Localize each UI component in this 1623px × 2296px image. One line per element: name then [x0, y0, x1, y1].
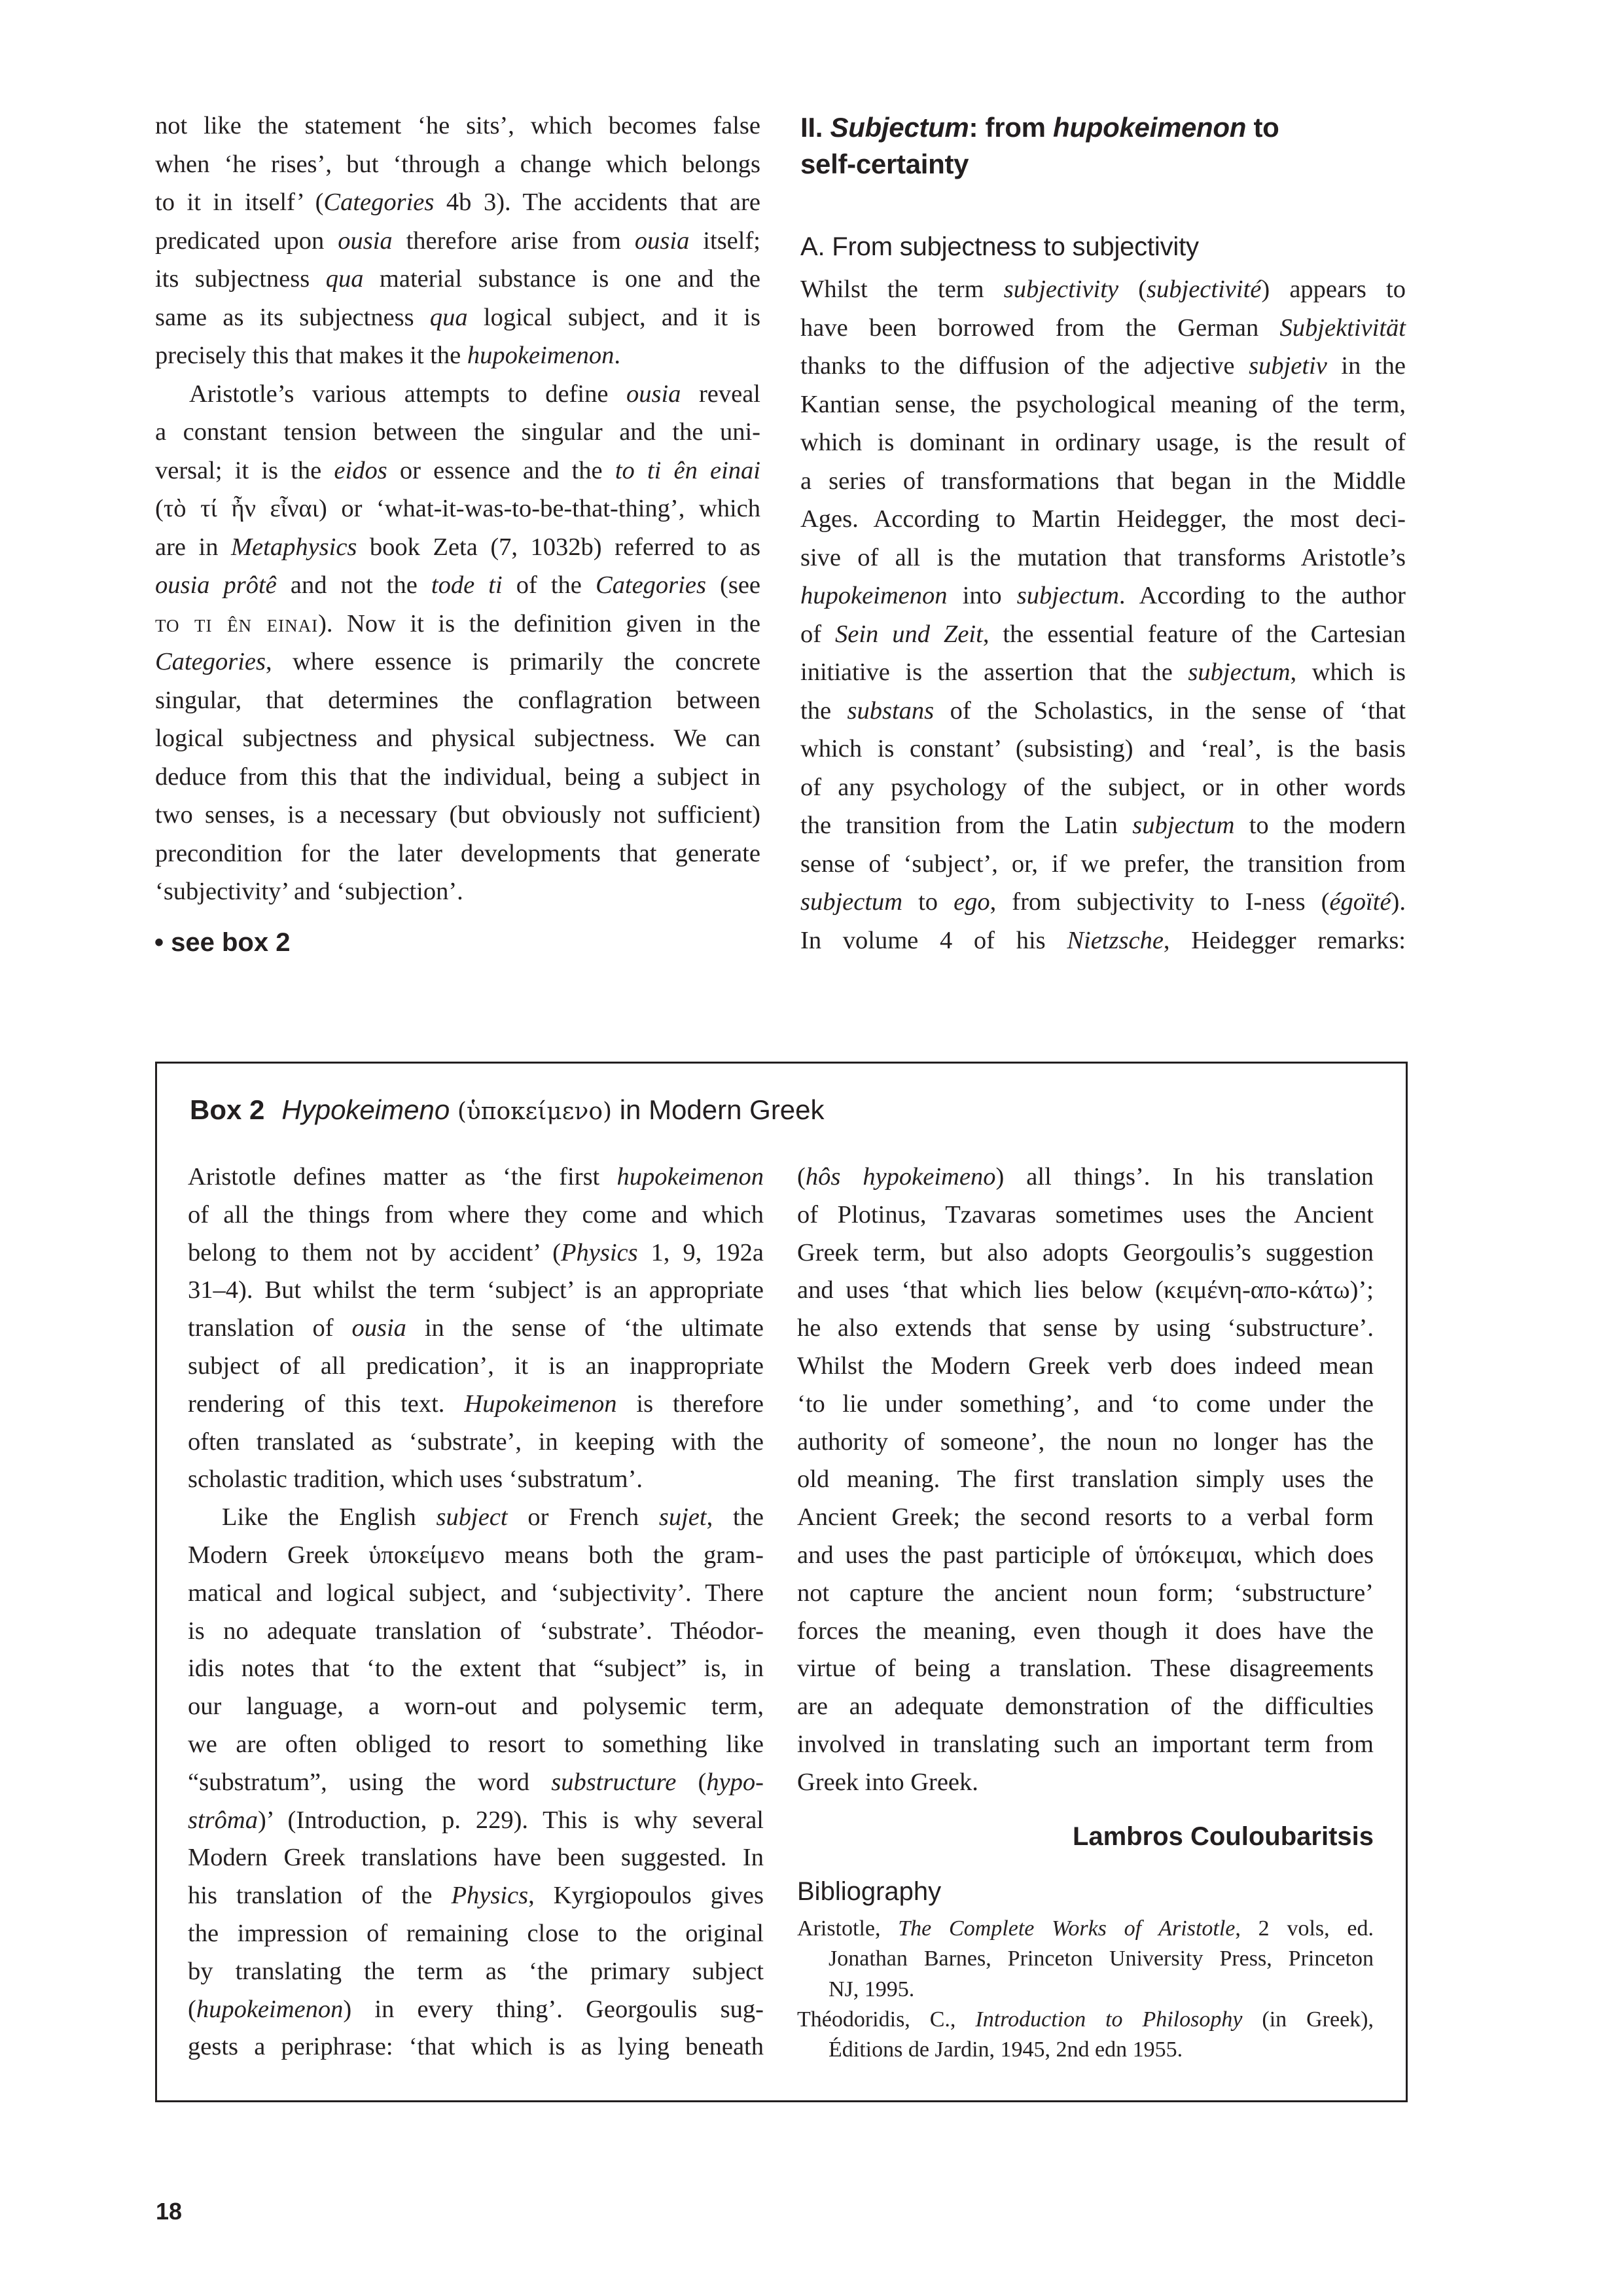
body-line: [155, 726, 760, 751]
text-segment: “substratum”, using the word: [188, 1768, 552, 1796]
text-segment: Greek into Greek.: [797, 1768, 978, 1796]
box-line: [797, 1278, 1374, 1303]
box-line: [188, 1732, 764, 1757]
box-line: [797, 1694, 1374, 1719]
text-segment: old meaning. The first translation simply uses the: [797, 1465, 1374, 1494]
text-segment: in the sense of ‘the ultimate: [406, 1314, 764, 1342]
text-segment: Modern Greek translations have been suggested. In: [188, 1844, 764, 1872]
box-line: [797, 1505, 1374, 1530]
text-segment: itself;: [689, 226, 760, 255]
box-line: [188, 1619, 764, 1644]
body-line: [800, 545, 1406, 571]
text-segment: ) in every thing’. Georgoulis sug-: [343, 1995, 764, 2023]
bibliography-line: [797, 2009, 1374, 2031]
text-segment: are an adequate demonstration of the difficulties: [797, 1693, 1374, 1721]
italic-text: The Complete Works of Aristotle: [898, 1916, 1236, 1941]
text-segment: its subjectness: [155, 265, 326, 293]
text-segment: , the essential feature of the Cartesian: [982, 620, 1406, 648]
italic-text: subjectivity: [1003, 276, 1119, 303]
box-line: [188, 1883, 764, 1909]
body-line: [155, 649, 760, 675]
box-line: [797, 1164, 1374, 1190]
text-segment: idis notes that ‘to the extent that “subject” is, in: [188, 1655, 764, 1683]
body-line: [800, 889, 1406, 915]
box-line: [188, 1202, 764, 1228]
italic-text: ego: [954, 888, 990, 916]
text-segment: (: [797, 1163, 806, 1191]
text-segment: of Plotinus, Tzavaras sometimes uses the Ancient: [797, 1200, 1374, 1229]
box-line: [188, 1656, 764, 1681]
italic-text: tode ti: [431, 571, 503, 599]
text-segment: , from subjectivity to I-ness (: [990, 888, 1330, 916]
body-line: [800, 353, 1406, 379]
text-segment: Ages. According to Martin Heidegger, the most deci-: [800, 505, 1406, 533]
text-segment: to the modern: [1234, 812, 1406, 839]
text-segment: : from: [969, 112, 1054, 143]
text-segment: of the: [502, 571, 596, 599]
italic-text: eidos: [334, 456, 387, 484]
text-segment: authority of someone’, the noun no longer has the: [797, 1427, 1374, 1456]
text-segment: Ancient Greek; the second resorts to a verbal form: [797, 1503, 1374, 1532]
text-segment: Kantian sense, the psychological meaning of the term,: [800, 390, 1406, 418]
body-line: [800, 736, 1406, 762]
text-segment: Aristotle defines matter as ‘the first: [188, 1163, 617, 1191]
italic-text: ousia: [338, 226, 393, 255]
box-line: [797, 1581, 1374, 1606]
text-segment: , where essence is primarily the concrete: [265, 648, 760, 675]
italic-text: hupokeimenon: [800, 582, 948, 609]
italic-text: Hupokeimenon: [464, 1390, 617, 1418]
italic-text: hupokeimenon: [196, 1995, 344, 2023]
text-segment: Théodoridis, C.,: [797, 2007, 976, 2032]
text-segment: same as its subjectness: [155, 303, 430, 331]
text-segment: (: [1118, 276, 1147, 303]
box-line: [797, 1240, 1374, 1266]
italic-text: qua: [325, 265, 364, 293]
text-segment: to: [902, 888, 954, 916]
text-segment: versal; it is the: [155, 456, 334, 484]
body-line: [155, 305, 760, 331]
body-line: [800, 775, 1406, 800]
text-segment: subject of all predication’, it is an inappropriate: [188, 1352, 764, 1380]
italic-text: Metaphysics: [230, 533, 357, 561]
bibliography-line: [829, 2039, 1374, 2061]
body-line: [155, 190, 760, 215]
box-line: [188, 1240, 764, 1266]
box-line: [797, 1391, 1374, 1417]
italic-text: hupokeimenon: [467, 342, 615, 369]
text-segment: Éditions de Jardin, 1945, 2nd edn 1955.: [829, 2037, 1183, 2062]
text-segment: which is constant’ (subsisting) and ‘real’, is the basis: [800, 735, 1406, 762]
italic-text: ousia: [351, 1314, 406, 1342]
text-segment: Whilst the Modern Greek verb does indeed mean: [797, 1352, 1374, 1380]
body-line: [155, 573, 760, 598]
italic-text: subjectum: [1132, 812, 1235, 839]
box-number: Box 2: [190, 1094, 265, 1125]
text-segment: our language, a worn-out and polysemic term,: [188, 1693, 764, 1721]
text-segment: , Heidegger remarks:: [1163, 926, 1406, 954]
italic-text: subject: [436, 1503, 508, 1532]
text-segment: NJ, 1995.: [829, 1977, 915, 2001]
text-segment: (in Greek),: [1242, 2007, 1374, 2032]
body-line: [155, 343, 760, 368]
text-segment: is no adequate translation of ‘substrate’. Théodor-: [188, 1617, 764, 1645]
body-line: [155, 113, 760, 139]
box-line: [188, 1429, 764, 1455]
body-line: [155, 228, 760, 254]
text-segment: or French: [507, 1503, 659, 1532]
italic-text: Introduction to Philosophy: [975, 2007, 1243, 2032]
box-line: [797, 1467, 1374, 1492]
box-line: [797, 1429, 1374, 1455]
author-signature: Lambros Couloubaritsis: [1072, 1822, 1374, 1851]
body-line: [155, 611, 760, 637]
box-line: [188, 1543, 764, 1568]
bibliography-heading: Bibliography: [797, 1877, 942, 1906]
text-segment: material substance is one and the: [363, 265, 760, 293]
text-segment: a series of transformations that began in the Middle: [800, 467, 1406, 495]
box-line: [188, 1278, 764, 1303]
text-segment: initiative is the assertion that the: [800, 658, 1188, 686]
cross-reference[interactable]: to ti ên einai: [155, 609, 319, 637]
text-segment: predicated upon: [155, 226, 338, 255]
text-segment: not capture the ancient noun form; ‘substructure’: [797, 1579, 1374, 1607]
italic-text: sujet: [658, 1503, 707, 1532]
italic-text: Physics: [561, 1238, 638, 1266]
body-line: [800, 583, 1406, 609]
italic-text: Categories: [595, 571, 706, 599]
text-segment: thanks to the diffusion of the adjective: [800, 352, 1249, 380]
italic-text: ousia prôtê: [155, 571, 277, 599]
text-segment: sive of all is the mutation that transforms Aristotle’s: [800, 543, 1406, 571]
box-line: [188, 2034, 764, 2060]
text-segment: have been borrowed from the German: [800, 314, 1280, 342]
italic-text: subjectum: [1016, 582, 1119, 609]
text-segment: deduce from this that the individual, being a subject in: [155, 762, 760, 791]
box-title-italic: Hypokeimeno: [281, 1094, 450, 1125]
text-segment: gests a periphrase: ‘that which is as lying beneath: [188, 2033, 764, 2061]
box-line: [188, 1316, 764, 1341]
text-segment: 31–4). But whilst the term ‘subject’ is an appropriate: [188, 1276, 764, 1304]
text-segment: (τὸ τί ἦν εἶναι) or ‘what-it-was-to-be-that-thing’, which: [155, 495, 760, 522]
italic-text: substans: [847, 696, 935, 725]
body-line: [800, 315, 1406, 341]
text-segment: II.: [800, 112, 830, 143]
text-segment: often translated as ‘substrate’, in keeping with the: [188, 1427, 764, 1456]
text-segment: Whilst the term: [800, 276, 1004, 303]
italic-text: qua: [429, 303, 468, 331]
body-line: [800, 392, 1406, 418]
body-line: [155, 688, 760, 713]
text-segment: Aristotle’s various attempts to define: [189, 380, 626, 408]
italic-text: hupokeimenon: [1053, 112, 1247, 143]
text-segment: translation of: [188, 1314, 352, 1342]
italic-text: Categories: [155, 648, 266, 675]
box-title-rest: in Modern Greek: [612, 1094, 825, 1125]
text-segment: rendering of this text.: [188, 1390, 465, 1418]
body-line: [155, 266, 760, 292]
box-line: [797, 1656, 1374, 1681]
text-segment: reveal: [681, 380, 760, 408]
italic-text: ousia: [626, 380, 681, 408]
italic-text: Sein und Zeit: [835, 620, 983, 648]
text-segment: In volume 4 of his: [800, 926, 1067, 954]
box-line: [188, 1467, 764, 1492]
box-line: [797, 1543, 1374, 1568]
page-number: 18: [156, 2198, 183, 2225]
italic-text: Nietzsche: [1067, 926, 1164, 954]
body-line: [155, 496, 760, 522]
text-segment: are in: [155, 533, 231, 561]
text-segment: into: [947, 582, 1017, 609]
text-segment: ) all things’. In his translation: [995, 1163, 1374, 1191]
text-segment: ‘subjectivity’ and ‘subjection’.: [155, 878, 463, 905]
text-segment: to: [1246, 112, 1279, 143]
text-segment: precondition for the later developments that generate: [155, 839, 760, 867]
text-segment: )’ (Introduction, p. 229). This is why several: [257, 1806, 764, 1834]
box-line: [797, 1202, 1374, 1228]
body-line: [800, 469, 1406, 494]
text-segment: forces the meaning, even though it does have the: [797, 1617, 1374, 1645]
body-line: [155, 802, 760, 828]
body-line: [155, 458, 760, 484]
text-segment: and not the: [276, 571, 431, 599]
bibliography-line: [797, 1918, 1374, 1940]
text-segment: by translating the term as ‘the primary subject: [188, 1957, 764, 1985]
box-line: [797, 1732, 1374, 1757]
text-segment: a constant tension between the singular and the uni-: [155, 418, 760, 446]
text-segment: self-certainty: [800, 149, 969, 179]
text-segment: the impression of remaining close to the original: [188, 1920, 764, 1947]
body-line: [800, 813, 1406, 838]
text-segment: (: [188, 1995, 196, 2023]
box-line: [188, 1997, 764, 2022]
italic-text: subjetiv: [1249, 352, 1327, 380]
box-line: [188, 1921, 764, 1946]
box-line: [188, 1959, 764, 1984]
text-segment: is therefore: [616, 1390, 764, 1418]
italic-text: égoïté: [1329, 888, 1391, 916]
italic-text: hupokeimenon: [616, 1163, 764, 1191]
text-segment: ‘to lie under something’, and ‘to come under the: [797, 1390, 1374, 1418]
text-segment: logical subjectness and physical subjectness. We can: [155, 725, 760, 752]
text-segment: Jonathan Barnes, Princeton University Press, Princeton: [829, 1946, 1374, 1971]
text-segment: logical subject, and it is: [467, 303, 760, 331]
bibliography-line: [829, 1948, 1374, 1970]
box-line: [188, 1354, 764, 1379]
text-segment: ) appears to: [1261, 276, 1406, 303]
text-segment: and uses ‘that which lies below (κειμένη-απο-κάτω)’;: [797, 1276, 1374, 1304]
box-line: [188, 1581, 764, 1606]
box-line: [188, 1694, 764, 1719]
text-segment: Greek term, but also adopts Georgoulis’s suggestion: [797, 1238, 1374, 1266]
text-segment: of any psychology of the subject, or in other words: [800, 773, 1406, 801]
text-segment: 4b 3). The accidents that are: [434, 188, 760, 216]
text-segment: book Zeta (7, 1032b) referred to as: [357, 533, 760, 561]
body-line: [800, 928, 1406, 954]
box-line: [222, 1505, 764, 1530]
body-line: [189, 382, 760, 407]
text-segment: (see: [705, 571, 760, 599]
text-segment: sense of ‘subject’, or, if we prefer, the transition from: [800, 850, 1406, 878]
box-line: [188, 1845, 764, 1871]
text-segment: not like the statement ‘he sits’, which becomes false: [155, 112, 760, 139]
body-line: [800, 622, 1406, 647]
text-segment: . According to the author: [1118, 582, 1406, 609]
box-line: [188, 1808, 764, 1833]
text-segment: of: [800, 620, 836, 648]
box-title: [190, 1096, 825, 1124]
bibliography-line: [829, 1979, 1374, 2001]
italic-text: Categories: [323, 188, 435, 216]
italic-text: subjectum: [1188, 658, 1291, 686]
box-line: [797, 1354, 1374, 1379]
text-segment: of all the things from where they come and which: [188, 1200, 764, 1229]
body-line: [155, 841, 760, 867]
text-segment: and uses the past participle of ὑπόκειμαι, which does: [797, 1541, 1374, 1569]
text-segment: or essence and the: [387, 456, 615, 484]
italic-text: subjectivité: [1147, 276, 1262, 303]
italic-text: to ti ên einai: [615, 456, 760, 484]
text-segment: Aristotle,: [797, 1916, 899, 1941]
text-segment: singular, that determines the conflagration between: [155, 686, 760, 714]
box-line: [188, 1770, 764, 1795]
box-line: [188, 1164, 764, 1190]
text-segment: in the: [1327, 352, 1406, 380]
body-line: [800, 660, 1406, 685]
box-line: [797, 1619, 1374, 1644]
box-title-greek: (ὑποκείμενο): [457, 1098, 613, 1125]
text-segment: matical and logical subject, and ‘subjectivity’. There: [188, 1579, 764, 1607]
text-segment: , 2 vols, ed.: [1235, 1916, 1374, 1941]
text-segment: , the: [706, 1503, 764, 1532]
text-segment: ). Now it is the definition given in the: [318, 609, 761, 637]
text-segment: Like the English: [222, 1503, 437, 1532]
italic-text: hypo-: [706, 1768, 764, 1796]
body-line: [155, 764, 760, 790]
section-heading-line: [800, 151, 969, 178]
italic-text: subjectum: [800, 888, 903, 916]
text-segment: the transition from the Latin: [800, 812, 1133, 839]
text-segment: scholastic tradition, which uses ‘substratum’.: [188, 1465, 643, 1494]
subsection-heading: A. From subjectness to subjectivity: [800, 232, 1199, 261]
body-line: [800, 852, 1406, 877]
body-line: [800, 277, 1406, 302]
section-heading-line: [800, 114, 1279, 141]
see-box-2-link[interactable]: • see box 2: [154, 928, 291, 957]
text-segment: ).: [1391, 888, 1406, 916]
text-segment: precisely this that makes it the: [155, 342, 467, 369]
text-segment: (: [676, 1768, 707, 1796]
text-segment: to it in itself’ (: [155, 188, 324, 216]
text-segment: virtue of being a translation. These disagreements: [797, 1655, 1374, 1683]
text-segment: his translation of the: [188, 1882, 452, 1910]
italic-text: hôs hypokeimeno: [805, 1163, 996, 1191]
text-segment: involved in translating such an important term from: [797, 1731, 1374, 1758]
body-line: [155, 420, 760, 445]
text-segment: .: [614, 342, 620, 369]
body-line: [800, 430, 1406, 456]
body-line: [155, 152, 760, 177]
text-segment: two senses, is a necessary (but obviously not sufficient): [155, 801, 760, 829]
text-segment: of the Scholastics, in the sense of ‘that: [934, 696, 1406, 725]
text-segment: therefore arise from: [392, 226, 635, 255]
italic-text: substructure: [551, 1768, 677, 1796]
text-segment: belong to them not by accident’ (: [188, 1238, 562, 1266]
italic-text: Subjektivität: [1279, 314, 1406, 342]
text-segment: , which is: [1290, 658, 1406, 686]
body-line: [800, 507, 1406, 532]
text-segment: when ‘he rises’, but ‘through a change which belongs: [155, 150, 760, 178]
text-segment: the: [800, 696, 847, 725]
body-line: [155, 879, 760, 905]
italic-text: Subjectum: [830, 112, 969, 143]
italic-text: strôma: [188, 1806, 258, 1834]
italic-text: Physics: [451, 1882, 529, 1910]
text-segment: which is dominant in ordinary usage, is the result of: [800, 429, 1406, 456]
body-line: [155, 535, 760, 560]
body-line: [800, 698, 1406, 724]
text-segment: we are often obliged to resort to something like: [188, 1731, 764, 1758]
text-segment: , Kyrgiopoulos gives: [528, 1882, 764, 1910]
box-line: [188, 1391, 764, 1417]
box-line: [797, 1770, 1374, 1795]
text-segment: Modern Greek ὑποκείμενο means both the gram-: [188, 1541, 764, 1569]
text-segment: 1, 9, 192a: [637, 1238, 764, 1266]
box-line: [797, 1316, 1374, 1341]
text-segment: he also extends that sense by using ‘substructure’.: [797, 1314, 1374, 1342]
italic-text: ousia: [634, 226, 690, 255]
